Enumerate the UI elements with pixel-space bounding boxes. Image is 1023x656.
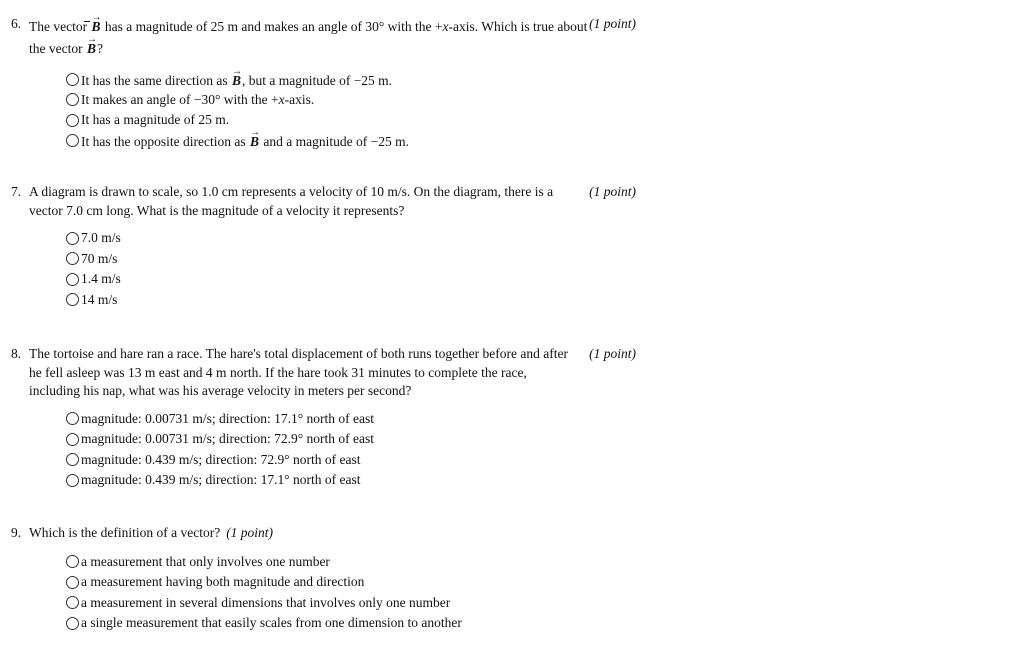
- answer-option[interactable]: [66, 429, 636, 450]
- question-7: [11, 183, 636, 310]
- answer-option[interactable]: [66, 249, 636, 270]
- question-9: [11, 524, 636, 634]
- option-label: a single measurement that easily scales from one dimension to another: [81, 615, 462, 630]
- vector-b-symbol: → B: [250, 129, 259, 153]
- points-label: (1 point): [226, 525, 274, 540]
- vector-b-symbol: → B: [232, 68, 241, 92]
- radio-button[interactable]: [66, 134, 79, 147]
- option-label: a measurement that only involves one number: [81, 553, 330, 569]
- radio-button[interactable]: [66, 273, 79, 286]
- option-label: magnitude: 0.00731 m/s; direction: 72.9° north of east: [81, 431, 374, 446]
- answer-options: [66, 409, 636, 491]
- option-label: It makes an angle of −30° with the +x-axis.: [81, 91, 315, 107]
- question-text: A diagram is drawn to scale, so 1.0 cm represents a velocity of 10 m/s. On the diagram, there is a vector 7.0 cm long. What is the magnitude of a velocity it represents?: [29, 184, 554, 218]
- answer-option[interactable]: [66, 552, 636, 573]
- option-label: magnitude: 0.00731 m/s; direction: 17.1° north of east: [81, 410, 374, 426]
- option-label: It has a magnitude of 25 m.: [81, 112, 230, 127]
- points-label: (1 point): [589, 16, 636, 31]
- answer-option[interactable]: [66, 450, 636, 471]
- option-label: It has the same direction as → B, but a magnitude of −25 m.: [81, 68, 392, 92]
- option-label: a measurement in several dimensions that involves only one number: [81, 594, 451, 610]
- answer-options: [66, 552, 636, 634]
- question-number: 8.: [11, 346, 22, 361]
- vector-b-symbol: → B: [87, 37, 96, 59]
- option-label: 1.4 m/s: [81, 271, 121, 286]
- radio-button[interactable]: [66, 73, 79, 86]
- radio-button[interactable]: [66, 576, 79, 589]
- radio-button[interactable]: [66, 474, 79, 487]
- radio-button[interactable]: [66, 596, 79, 609]
- question-stem: [11, 15, 636, 58]
- radio-button[interactable]: [66, 293, 79, 306]
- answer-option[interactable]: [66, 131, 636, 152]
- radio-button[interactable]: [66, 617, 79, 630]
- points-label: (1 point): [589, 184, 636, 199]
- radio-button[interactable]: [66, 433, 79, 446]
- answer-option[interactable]: [66, 228, 636, 249]
- radio-button[interactable]: [66, 252, 79, 265]
- vector-b-symbol: → B: [91, 15, 100, 37]
- answer-option[interactable]: [66, 409, 636, 430]
- option-label: 14 m/s: [81, 291, 118, 307]
- option-label: 70 m/s: [81, 250, 118, 266]
- answer-options: [66, 228, 636, 310]
- radio-button[interactable]: [66, 555, 79, 568]
- option-label: magnitude: 0.439 m/s; direction: 17.1° north of east: [81, 472, 361, 487]
- question-6: [11, 15, 636, 151]
- answer-option[interactable]: [66, 593, 636, 614]
- question-text: The tortoise and hare ran a race. The hare's total displacement of both runs together before and after he fell asleep was 13 m east and 4 m north. If the hare took 31 minutes to complete the race, including his nap, what was his average velocity in meters per second?: [29, 346, 568, 398]
- question-text: Which is the definition of a vector?: [29, 525, 221, 540]
- question-number: 7.: [11, 184, 22, 199]
- answer-option[interactable]: [66, 90, 636, 111]
- question-8: [11, 345, 636, 491]
- option-label: a measurement having both magnitude and direction: [81, 574, 365, 589]
- question-stem: [11, 345, 636, 401]
- question-number: 6.: [11, 16, 22, 31]
- question-number: 9.: [11, 525, 22, 540]
- option-label: It has the opposite direction as → B and a magnitude of −25 m.: [81, 129, 409, 153]
- points-label: (1 point): [589, 346, 636, 361]
- question-stem: [11, 524, 636, 543]
- answer-option[interactable]: [66, 290, 636, 311]
- option-label: magnitude: 0.439 m/s; direction: 72.9° north of east: [81, 451, 361, 467]
- question-stem: [11, 183, 636, 220]
- option-label: 7.0 m/s: [81, 230, 121, 245]
- answer-option[interactable]: [66, 110, 636, 131]
- radio-button[interactable]: [66, 114, 79, 127]
- radio-button[interactable]: [66, 453, 79, 466]
- radio-button[interactable]: [66, 93, 79, 106]
- question-text: The vector → B has a magnitude of 25 m and makes an angle of 30° with the +x-axis. Which is true about the vector → B?: [29, 15, 589, 58]
- answer-option[interactable]: [66, 470, 636, 491]
- answer-option[interactable]: [66, 613, 636, 634]
- answer-options: [66, 69, 636, 151]
- answer-option[interactable]: [66, 69, 636, 90]
- radio-button[interactable]: [66, 232, 79, 245]
- answer-option[interactable]: [66, 269, 636, 290]
- radio-button[interactable]: [66, 412, 79, 425]
- answer-option[interactable]: [66, 572, 636, 593]
